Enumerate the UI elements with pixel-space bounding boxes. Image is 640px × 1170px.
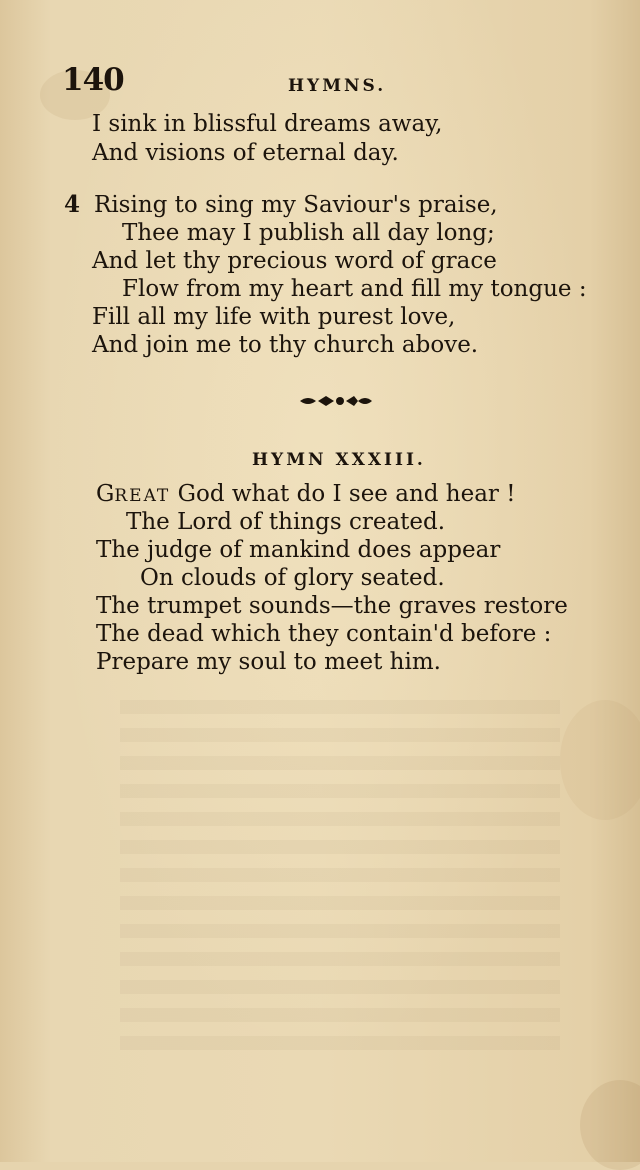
page-header xyxy=(62,62,602,102)
verse-line: And visions of eternal day. xyxy=(92,140,399,166)
verse-line: I sink in blissful dreams away, xyxy=(92,111,443,137)
verse-line: And join me to thy church above. xyxy=(92,332,479,358)
paper-stain xyxy=(560,700,640,820)
first-line-rest: God what do I see and hear ! xyxy=(170,481,516,507)
verse-line: On clouds of glory seated. xyxy=(140,565,445,591)
show-through-texture xyxy=(120,700,560,1060)
stanza-number: 4 xyxy=(64,191,81,218)
first-word-smallcaps: REAT xyxy=(114,486,171,506)
verse-line-first xyxy=(96,480,515,510)
paper-stain xyxy=(580,1080,640,1170)
verse-line: The dead which they contain'd before : xyxy=(96,621,552,647)
running-head: HYMNS. xyxy=(288,76,387,96)
verse-line: The judge of mankind does appear xyxy=(96,537,501,563)
verse-line: Thee may I publish all day long; xyxy=(122,220,495,246)
drop-initial: G xyxy=(96,481,115,507)
verse-line: Fill all my life with purest love, xyxy=(92,304,456,330)
verse-line: Flow from my heart and fill my tongue : xyxy=(122,276,587,302)
verse-line: Prepare my soul to meet him. xyxy=(96,649,441,675)
section-divider-ornament xyxy=(298,392,374,410)
verse-line: The trumpet sounds—the graves restore xyxy=(96,593,568,619)
verse-line: The Lord of things created. xyxy=(126,509,446,535)
verse-line: Rising to sing my Saviour's praise, xyxy=(94,192,498,218)
hymn-title: HYMN XXXIII. xyxy=(252,450,426,470)
page-number: 140 xyxy=(62,62,124,98)
verse-line: And let thy precious word of grace xyxy=(92,248,497,274)
